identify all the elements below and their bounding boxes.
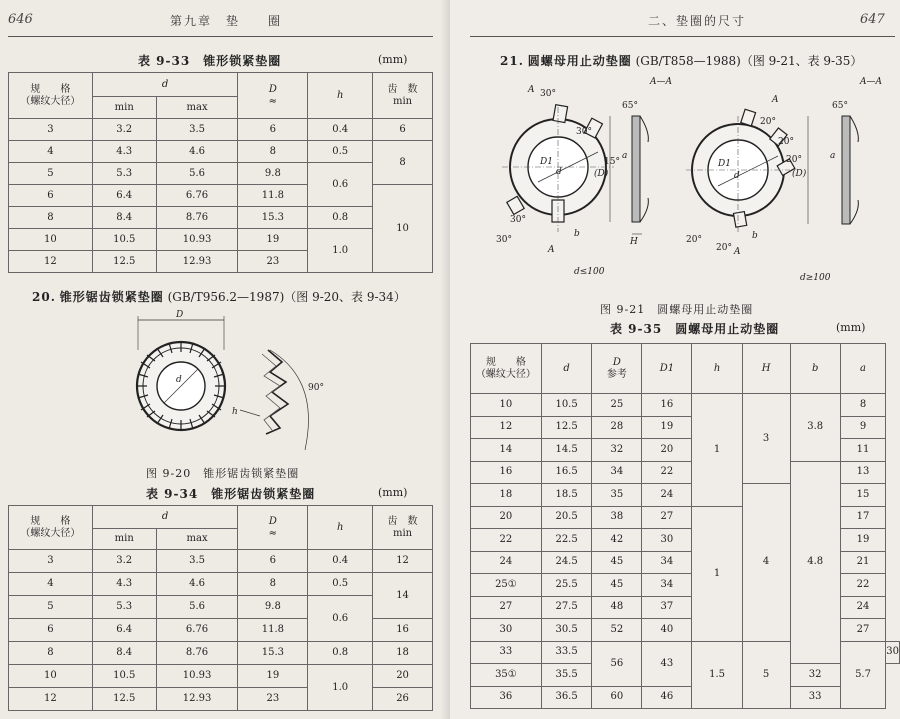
cell-D1: 34 — [642, 574, 692, 597]
cell-d-min: 8.4 — [92, 207, 156, 229]
header-h: h — [308, 73, 373, 119]
cell-D1: 37 — [642, 596, 692, 619]
cell-b: 4.8 — [790, 461, 840, 664]
note-left: d≤100 — [574, 267, 605, 277]
header-h: h — [308, 506, 373, 550]
cell-d: 10.5 — [541, 394, 592, 417]
figure-9-21 — [490, 72, 900, 287]
cell-h: 1.5 — [692, 641, 742, 709]
cell-teeth: 10 — [373, 185, 433, 273]
section-ref: (GB/T858—1988)（图 9-21、表 9-35） — [635, 54, 863, 68]
label-A: A — [734, 247, 741, 257]
table-9-34 — [8, 505, 433, 711]
section-number: 21. — [500, 54, 524, 68]
washer-right — [686, 95, 802, 257]
note-right: d≥100 — [800, 273, 831, 283]
cell-D: 6 — [238, 119, 308, 141]
label-angle-20: 20° — [778, 137, 794, 147]
cell-D1: 34 — [642, 551, 692, 574]
label-a: a — [622, 151, 628, 161]
cell-teeth: 14 — [373, 573, 433, 619]
cell-teeth: 20 — [373, 665, 433, 688]
cell-a: 33 — [790, 686, 840, 709]
cell-d: 27.5 — [541, 596, 592, 619]
cell-D: 6 — [238, 550, 308, 573]
cell-d: 33.5 — [541, 641, 592, 664]
header-d-min: min — [92, 97, 156, 119]
cell-d-min: 5.3 — [92, 596, 156, 619]
cell-spec: 30 — [471, 619, 542, 642]
cell-d-min: 3.2 — [92, 550, 156, 573]
cell-d: 22.5 — [541, 529, 592, 552]
cell-d-max: 10.93 — [156, 229, 238, 251]
label-angle-20: 20° — [716, 243, 732, 253]
page-number: 647 — [860, 12, 885, 27]
cell-spec: 12 — [9, 688, 93, 711]
cell-D: 45 — [592, 574, 642, 597]
label-D1: D1 — [718, 159, 731, 169]
header-a: a — [840, 344, 886, 394]
cell-D1: 46 — [642, 686, 692, 709]
cell-d-max: 4.6 — [156, 141, 238, 163]
cell-teeth: 8 — [373, 141, 433, 185]
cell-D: 23 — [238, 251, 308, 273]
cell-H: 5 — [742, 641, 790, 709]
header-spec: 规 格 （螺纹大径） — [9, 506, 93, 550]
cell-a: 19 — [840, 529, 886, 552]
section-21-heading — [500, 52, 862, 69]
header-D1: D1 — [642, 344, 692, 394]
cell-a: 17 — [840, 506, 886, 529]
label-angle: 90° — [308, 383, 324, 393]
cell-h: 0.4 — [308, 119, 373, 141]
table-9-35 — [470, 343, 900, 709]
cell-D: 56 — [592, 641, 642, 686]
label-angle-65: 65° — [832, 101, 848, 111]
cell-D: 52 — [592, 619, 642, 642]
cell-spec: 27 — [471, 596, 542, 619]
label-d: d — [556, 167, 562, 177]
cell-D: 25 — [592, 394, 642, 417]
header-h: h — [692, 344, 742, 394]
cell-h: 0.5 — [308, 141, 373, 163]
label-d: d — [734, 171, 740, 181]
table-9-34-unit: (mm) — [378, 486, 408, 499]
cell-D: 34 — [592, 461, 642, 484]
cell-h: 1.0 — [308, 229, 373, 273]
cell-spec: 10 — [9, 229, 93, 251]
cell-d: 35.5 — [541, 664, 592, 687]
cell-D: 11.8 — [238, 619, 308, 642]
cell-d: 30.5 — [541, 619, 592, 642]
cell-D: 8 — [238, 141, 308, 163]
cell-D: 9.8 — [238, 596, 308, 619]
cell-a: 30 — [886, 641, 900, 664]
cell-d: 14.5 — [541, 439, 592, 462]
cell-D: 32 — [592, 439, 642, 462]
cell-spec: 18 — [471, 484, 542, 507]
label-b: b — [752, 231, 758, 241]
label-angle-20: 20° — [760, 117, 776, 127]
label-angle-30: 30° — [510, 215, 526, 225]
header-D: D ≈ — [238, 506, 308, 550]
cell-spec: 25① — [471, 574, 542, 597]
cell-a: 15 — [840, 484, 886, 507]
cell-d-min: 6.4 — [92, 185, 156, 207]
cell-d-max: 5.6 — [156, 596, 238, 619]
header-teeth: 齿 数 min — [373, 73, 433, 119]
cell-d-min: 10.5 — [92, 229, 156, 251]
cell-spec: 8 — [9, 207, 93, 229]
header-H: H — [742, 344, 790, 394]
section-right — [792, 77, 882, 224]
cell-h: 0.4 — [308, 550, 373, 573]
cell-D1: 22 — [642, 461, 692, 484]
cell-a: 11 — [840, 439, 886, 462]
cell-d-min: 3.2 — [92, 119, 156, 141]
cell-h: 1.0 — [308, 665, 373, 711]
table-9-35-unit: (mm) — [836, 321, 866, 334]
cell-d: 24.5 — [541, 551, 592, 574]
label-D: (D) — [792, 169, 807, 179]
cell-h: 0.6 — [308, 596, 373, 642]
cell-spec: 35① — [471, 664, 542, 687]
cell-D1: 43 — [642, 641, 692, 686]
cell-a: 9 — [840, 416, 886, 439]
cell-a: 32 — [790, 664, 840, 687]
cell-h: 1 — [692, 394, 742, 507]
cell-d: 36.5 — [541, 686, 592, 709]
cell-h: 0.8 — [308, 642, 373, 665]
header-d-max: max — [156, 529, 238, 550]
cell-D: 9.8 — [238, 163, 308, 185]
header-rule — [8, 36, 433, 37]
cell-D: 38 — [592, 506, 642, 529]
cell-D: 23 — [238, 688, 308, 711]
cell-d: 20.5 — [541, 506, 592, 529]
cell-spec: 20 — [471, 506, 542, 529]
cell-D: 60 — [592, 686, 642, 709]
cell-d-max: 4.6 — [156, 573, 238, 596]
cell-D: 35 — [592, 484, 642, 507]
header-d: d — [541, 344, 592, 394]
cell-D: 28 — [592, 416, 642, 439]
page-number: 646 — [8, 12, 33, 27]
header-d-max: max — [156, 97, 238, 119]
cell-spec: 3 — [9, 550, 93, 573]
cell-d-max: 3.5 — [156, 119, 238, 141]
cell-d-max: 10.93 — [156, 665, 238, 688]
cell-d: 12.5 — [541, 416, 592, 439]
cell-d-min: 5.3 — [92, 163, 156, 185]
section-title: 圆螺母用止动垫圈 — [527, 54, 632, 68]
right-page — [450, 0, 900, 719]
label-h: h — [232, 407, 238, 417]
cell-d-max: 5.6 — [156, 163, 238, 185]
cell-d-max: 12.93 — [156, 688, 238, 711]
cell-d: 18.5 — [541, 484, 592, 507]
cell-teeth: 12 — [373, 550, 433, 573]
cell-spec: 12 — [9, 251, 93, 273]
cell-b: 3.8 — [790, 394, 840, 462]
cell-spec: 12 — [471, 416, 542, 439]
cell-D: 42 — [592, 529, 642, 552]
cell-D: 15.3 — [238, 207, 308, 229]
cell-a: 22 — [840, 574, 886, 597]
cell-a: 21 — [840, 551, 886, 574]
cell-h: 0.5 — [308, 573, 373, 596]
header-teeth: 齿 数 min — [373, 506, 433, 550]
label-section: A—A — [860, 77, 882, 87]
cell-d: 16.5 — [541, 461, 592, 484]
cell-d-min: 4.3 — [92, 141, 156, 163]
cell-spec: 36 — [471, 686, 542, 709]
header-spec: 规 格 （螺纹大径） — [471, 344, 542, 394]
table-9-33 — [8, 72, 433, 273]
cell-spec: 24 — [471, 551, 542, 574]
label-angle-15: 15° — [604, 157, 620, 167]
cell-a: 8 — [840, 394, 886, 417]
cell-d-min: 6.4 — [92, 619, 156, 642]
cell-h: 0.8 — [308, 207, 373, 229]
label-A: A — [548, 245, 555, 255]
cell-D: 11.8 — [238, 185, 308, 207]
cell-spec: 14 — [471, 439, 542, 462]
label-D: D — [176, 310, 184, 320]
cell-b: 5.7 — [840, 641, 886, 709]
cell-spec: 10 — [471, 394, 542, 417]
table-9-33-unit: (mm) — [378, 53, 408, 66]
label-angle-30: 30° — [540, 89, 556, 99]
running-head: 二、垫圈的尺寸 — [648, 14, 747, 28]
cell-d-max: 6.76 — [156, 619, 238, 642]
cell-d-min: 12.5 — [92, 251, 156, 273]
cell-h: 1 — [692, 506, 742, 641]
cell-D1: 24 — [642, 484, 692, 507]
figure-9-20-caption: 图 9-20 锥形锯齿锁紧垫圈 — [146, 467, 300, 480]
cell-d: 25.5 — [541, 574, 592, 597]
cell-d-max: 8.76 — [156, 642, 238, 665]
cell-D: 19 — [238, 665, 308, 688]
header-b: b — [790, 344, 840, 394]
cell-D1: 30 — [642, 529, 692, 552]
cell-D: 15.3 — [238, 642, 308, 665]
cell-D: 48 — [592, 596, 642, 619]
figure-9-21-caption: 图 9-21 圆螺母用止动垫圈 — [600, 303, 754, 316]
cell-D: 8 — [238, 573, 308, 596]
section-title: 锥形锯齿锁紧垫圈 — [59, 290, 164, 304]
cell-spec: 16 — [471, 461, 542, 484]
label-A: A — [528, 85, 535, 95]
cell-spec: 6 — [9, 619, 93, 642]
label-angle-65: 65° — [622, 101, 638, 111]
cell-d-min: 12.5 — [92, 688, 156, 711]
label-D: (D) — [594, 169, 609, 179]
label-angle-30: 30° — [496, 235, 512, 245]
cell-D: 19 — [238, 229, 308, 251]
label-angle-20: 20° — [786, 155, 802, 165]
cell-D: 45 — [592, 551, 642, 574]
label-a: a — [830, 151, 836, 161]
label-angle-20: 20° — [686, 235, 702, 245]
cell-D1: 16 — [642, 394, 692, 417]
cell-d-max: 3.5 — [156, 550, 238, 573]
label-angle-30: 30° — [576, 127, 592, 137]
cell-spec: 3 — [9, 119, 93, 141]
table-9-34-title: 表 9-34 锥形锯齿锁紧垫圈 — [146, 487, 316, 501]
section-number: 20. — [32, 290, 56, 304]
label-section: A—A — [650, 77, 672, 87]
figure-9-20 — [120, 310, 340, 460]
cell-D1: 27 — [642, 506, 692, 529]
cell-D1: 20 — [642, 439, 692, 462]
header-spec: 规 格 （螺纹大径） — [9, 73, 93, 119]
cell-spec: 22 — [471, 529, 542, 552]
running-head: 第九章 垫 圈 — [170, 14, 283, 28]
cell-D1: 40 — [642, 619, 692, 642]
cell-d-min: 10.5 — [92, 665, 156, 688]
cell-d-min: 4.3 — [92, 573, 156, 596]
cell-h: 0.6 — [308, 163, 373, 207]
cell-spec: 10 — [9, 665, 93, 688]
cell-teeth: 16 — [373, 619, 433, 642]
label-H: H — [630, 237, 638, 247]
header-rule — [470, 36, 895, 37]
cell-a: 24 — [840, 596, 886, 619]
cell-H: 3 — [742, 394, 790, 484]
section-20-heading — [32, 288, 406, 305]
cell-H: 4 — [742, 484, 790, 642]
cell-d-min: 8.4 — [92, 642, 156, 665]
header-d: d — [92, 73, 238, 97]
cell-d-max: 6.76 — [156, 185, 238, 207]
label-D1: D1 — [540, 157, 553, 167]
cell-spec: 4 — [9, 141, 93, 163]
cell-spec: 4 — [9, 573, 93, 596]
cell-spec: 8 — [9, 642, 93, 665]
cell-spec: 33 — [471, 641, 542, 664]
table-9-35-title: 表 9-35 圆螺母用止动垫圈 — [610, 322, 780, 336]
header-D: D ≈ — [238, 73, 308, 119]
cell-teeth: 26 — [373, 688, 433, 711]
cell-d-max: 8.76 — [156, 207, 238, 229]
cell-D1: 19 — [642, 416, 692, 439]
header-D: D 参考 — [592, 344, 642, 394]
cell-spec: 5 — [9, 163, 93, 185]
label-A: A — [772, 95, 779, 105]
section-ref: (GB/T956.2—1987)（图 9-20、表 9-34） — [167, 290, 406, 304]
cell-spec: 5 — [9, 596, 93, 619]
cell-teeth: 6 — [373, 119, 433, 141]
label-b: b — [574, 229, 580, 239]
header-d-min: min — [92, 529, 156, 550]
cell-d-max: 12.93 — [156, 251, 238, 273]
cell-a: 27 — [840, 619, 886, 642]
label-d: d — [176, 375, 182, 385]
table-9-33-title: 表 9-33 锥形锁紧垫圈 — [138, 54, 282, 68]
header-d: d — [92, 506, 238, 529]
cell-a: 13 — [840, 461, 886, 484]
cell-spec: 6 — [9, 185, 93, 207]
cell-teeth: 18 — [373, 642, 433, 665]
